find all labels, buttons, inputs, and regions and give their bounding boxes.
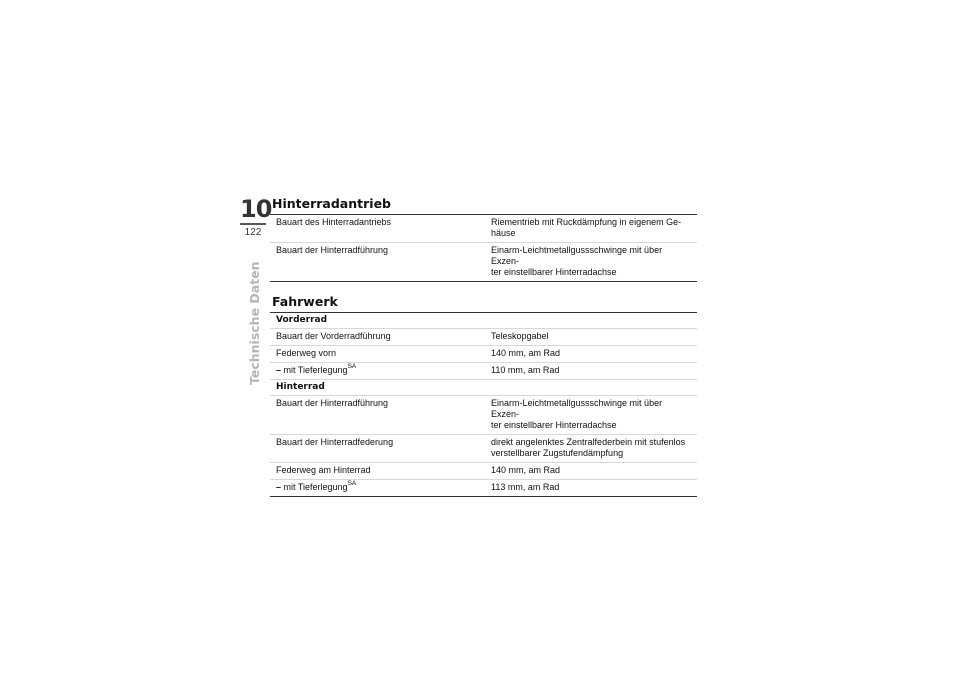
subheading-front: Vorderrad [270, 313, 697, 329]
row-label: Bauart des Hinterradantriebs [270, 215, 485, 243]
side-label-text: Technische Daten [247, 261, 262, 385]
dash-marker: – [276, 482, 282, 492]
chassis-table [270, 312, 697, 497]
row-value: Einarm-Leichtmetallgussschwinge mit über Exzen- ter einstellbarer Hinterradachse [485, 396, 697, 435]
chapter-number: 10 [240, 195, 272, 223]
row-label: Bauart der Hinterradführung [270, 396, 485, 435]
row-value: 113 mm, am Rad [491, 482, 560, 492]
table-row [270, 215, 697, 243]
sa-superscript: SA [347, 480, 357, 487]
row-value: Teleskopgabel [485, 329, 697, 346]
row-label: Bauart der Hinterradfederung [270, 435, 485, 463]
table-row [270, 463, 697, 480]
chapter-marker [240, 195, 272, 239]
section-title-chassis: Fahrwerk [272, 294, 338, 309]
row-label: Federweg vorn [270, 346, 485, 363]
table-row [270, 363, 697, 380]
row-value: 110 mm, am Rad [485, 363, 697, 380]
row-label: Bauart der Vorderradführung [270, 329, 485, 346]
sa-superscript: SA [347, 363, 357, 370]
side-label [247, 261, 262, 385]
table-row [270, 396, 697, 435]
table-row [270, 243, 697, 282]
row-value: Riementrieb mit Ruckdämpfung in eigenem Ge- häuse [485, 215, 697, 243]
row-value: Einarm-Leichtmetallgussschwinge mit über Exzen- ter einstellbarer Hinterradachse [491, 245, 663, 277]
row-label: – mit Tieferlegung$^{SA}$ [270, 363, 485, 380]
table-row [270, 346, 697, 363]
row-label: Federweg am Hinterrad [270, 463, 485, 480]
dash-marker: – [276, 365, 282, 375]
table-row [270, 480, 697, 497]
row-value: direkt angelenktes Zentralfederbein mit stufenlos verstellbarer Zugstufendämpfung [485, 435, 697, 463]
rear-drive-table [270, 214, 697, 282]
subheading-rear: Hinterrad [270, 380, 697, 396]
row-value: 140 mm, am Rad [485, 463, 697, 480]
page-content [270, 196, 697, 497]
section-title-rear-drive: Hinterradantrieb [272, 196, 391, 211]
chapter-divider [240, 223, 266, 225]
row-label: Bauart der Hinterradführung [276, 245, 389, 255]
page-number: 122 [244, 227, 262, 238]
table-row [270, 329, 697, 346]
row-value: 140 mm, am Rad [485, 346, 697, 363]
table-row [270, 435, 697, 463]
row-label: – mit Tieferlegung$^{SA}$ [276, 480, 357, 492]
